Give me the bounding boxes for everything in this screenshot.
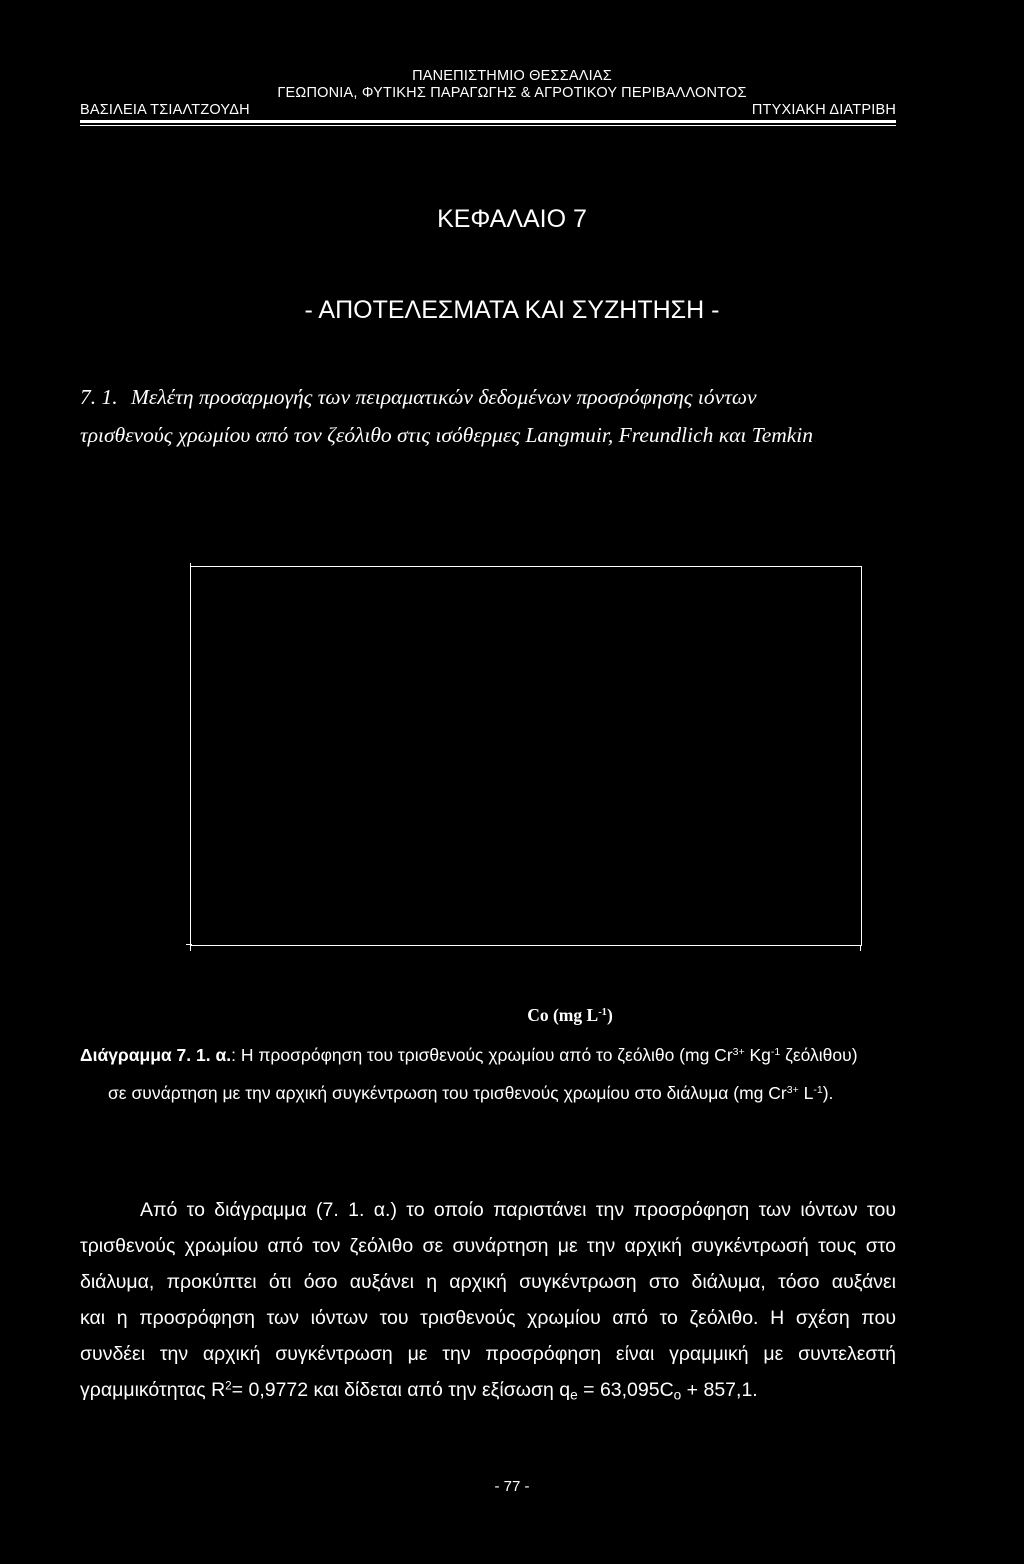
figure-caption — [80, 1036, 940, 1112]
chapter-subtitle: - ΑΠΟΤΕΛΕΣΜΑΤΑ ΚΑΙ ΣΥΖΗΤΗΣΗ - — [304, 296, 720, 324]
section-number: 7. 1. — [80, 385, 118, 409]
plot-tick-top-left — [190, 563, 191, 569]
section-heading — [80, 378, 910, 454]
body-line5: συνδέει την αρχική συγκέντρωση με την προσρόφηση είναι γραμμική με συντελεστή — [80, 1343, 896, 1365]
header-department: ΓΕΩΠΟΝΙΑ, ΦΥΤΙΚΗΣ ΠΑΡΑΓΩΓΗΣ & ΑΓΡΟΤΙΚΟΥ ΠΕΡΙΒΑΛΛΟΝΤΟΣ — [277, 85, 747, 101]
caption-label: Διάγραμμα 7. 1. α. — [80, 1045, 232, 1065]
header-rule-thin — [80, 125, 896, 126]
caption-line1: Διάγραμμα 7. 1. α.: Η προσρόφηση του τρισθενούς χρωμίου από το ζεόλιθο (mg $Cr^{3+}$ $Kg^{-1}$ ζεόλιθου) — [80, 1045, 858, 1065]
body-line1: Από το διάγραμμα (7. 1. α.) το οποίο παριστάνει την προσρόφηση των ιόντων του — [140, 1199, 896, 1221]
header-rule-thick — [80, 120, 896, 123]
page-number: - 77 - — [494, 1478, 530, 1495]
section-title-line2: τρισθενούς χρωμίου από τον ζεόλιθο στις ισόθερμες Langmuir, Freundlich και Temkin — [80, 423, 814, 447]
plot-tick-bottom-right — [860, 945, 861, 951]
header-doc-type: ΠΤΥΧΙΑΚΗ ΔΙΑΤΡΙΒΗ — [751, 102, 896, 118]
body-line3: διάλυμα, προκύπτει ότι όσο αυξάνει η αρχική συγκέντρωση στο διάλυμα, τόσο αυξάνει — [80, 1271, 896, 1293]
header-author: ΒΑΣΙΛΕΙΑ ΤΣΙΑΛΤΖΟΥΔΗ — [80, 102, 250, 118]
figure-x-axis-label: Co (mg $L^{-1}$) — [527, 1005, 613, 1025]
section-title-line1: Μελέτη προσαρμογής των πειραματικών δεδομένων προσρόφησης ιόντων — [131, 385, 757, 409]
plot-tick-bottom — [190, 945, 191, 951]
body-line4: και η προσρόφηση των ιόντων του τρισθενούς χρωμίου από το ζεόλιθο. Η σχέση που — [80, 1307, 896, 1329]
plot-tick-bottom-left — [186, 944, 192, 945]
body-line6: γραμμικότητας $R^2= 0,9772$ και δίδεται από την εξίσωση $q_e = 63,095C_o + 857,1$. — [80, 1379, 758, 1403]
body-line2: τρισθενούς χρωμίου από τον ζεόλιθο σε συνάρτηση με την αρχική συγκέντρωσή τους στο — [80, 1235, 896, 1257]
figure-plot-area — [190, 566, 862, 946]
body-paragraph — [80, 1192, 896, 1408]
caption-line2: σε συνάρτηση με την αρχική συγκέντρωση του τρισθενούς χρωμίου στο διάλυμα (mg $Cr^{3+}$ $L^{-1}$). — [108, 1083, 834, 1103]
header-university: ΠΑΝΕΠΙΣΤΗΜΙΟ ΘΕΣΣΑΛΙΑΣ — [412, 68, 612, 84]
chapter-title: ΚΕΦΑΛΑΙΟ 7 — [437, 205, 587, 233]
